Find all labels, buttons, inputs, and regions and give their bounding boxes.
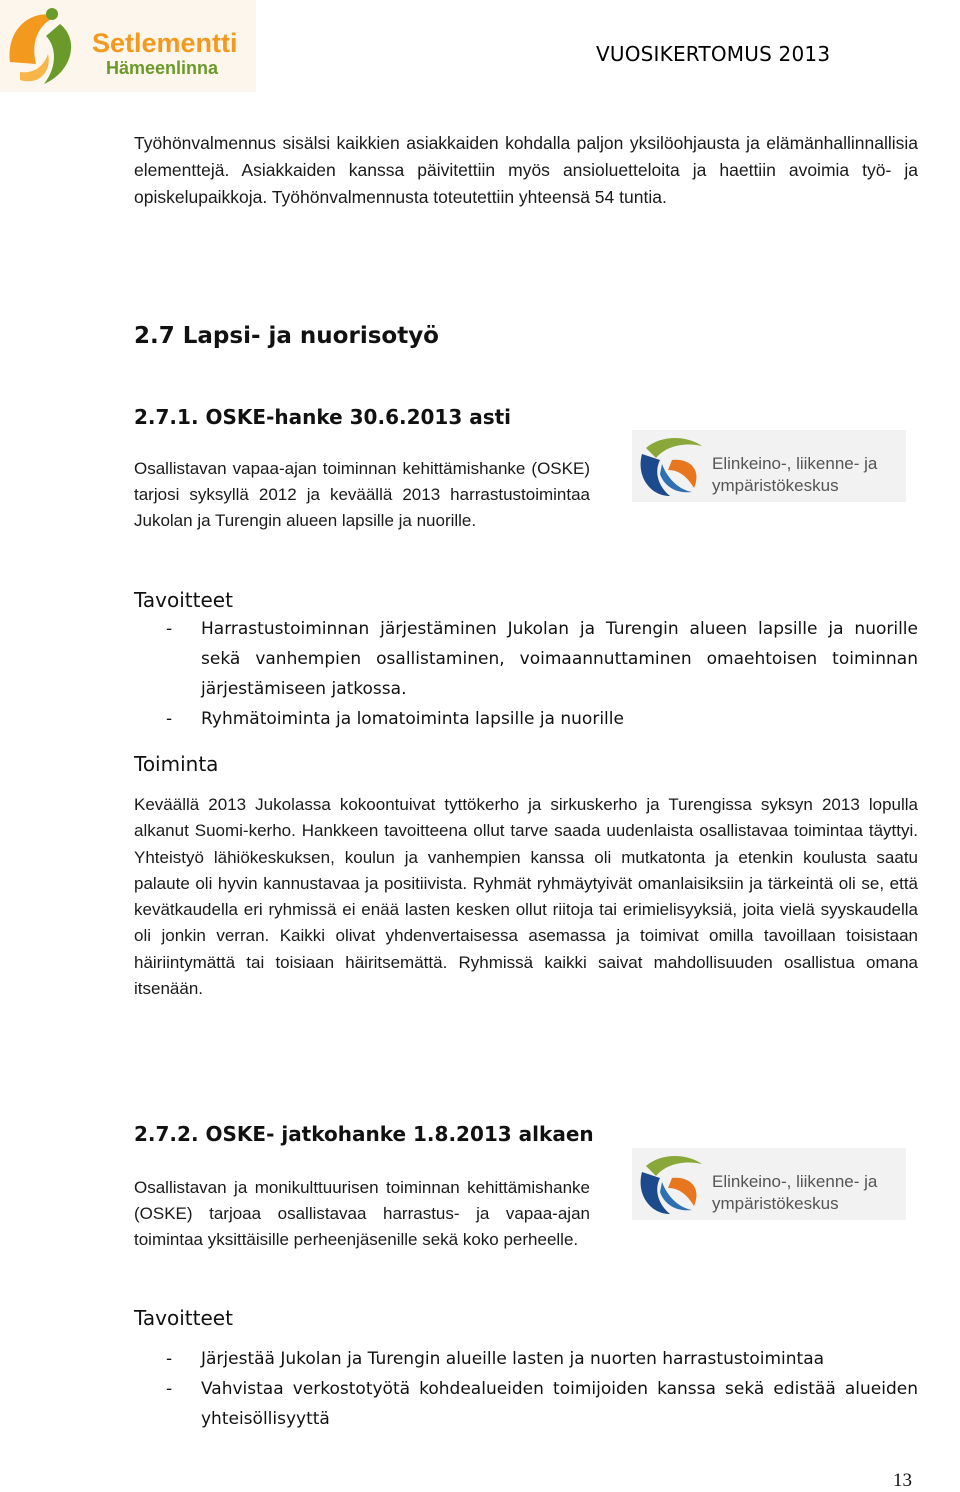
bullet-dash: - — [166, 1349, 173, 1369]
logo-text-setlementti: Setlementti — [92, 28, 238, 58]
goals-list-jatko — [134, 1344, 918, 1434]
goal-text: Harrastustoiminnan järjestäminen Jukolan ja Turengin alueen lapsille ja nuorille sekä vanhempien osallistaminen, voimaannuttaminen omaehtoisen toiminnan järjestämiseen jatkossa. — [201, 619, 918, 699]
goals-list — [134, 614, 918, 734]
goal-item — [134, 1344, 918, 1374]
activity-paragraph: Keväällä 2013 Jukolassa kokoontuivat tyttökerho ja sirkuskerho ja Turengissa syksyn 2013 lopulla alkanut Suomi-kerho. Hankkeen tavoitteena ollut tarve saada uudenlaista osallistavaa toimintaa täyttyi. Yhteistyö lähiökeskuksen, koulun ja vanhempien kanssa oli mutkatonta ja etenkin koulusta saatu palaute oli hyvin kannustavaa ja positiivista. Ryhmät ryhmäytyivät omanlaisiksiin ja tärkeintä oli se, että kevätkaudella eri ryhmissä ei enää lasten kesken ollut riitoja tai erimielisyyksiä, joita vielä syyskaudella oli jonkin verran. Kaikki olivat yhdenvertaisessa asemassa ja toimivat omilla tavoillaan toisistaan häiriintymättä tai toisiaan häiritsemättä. Ryhmissä kaikki saivat mahdollisuuden osallistua omana itsenään. — [134, 795, 918, 999]
goal-text: Vahvistaa verkostotyötä kohdealueiden toimijoiden kanssa sekä edistää alueiden yhteisöllisyyttä — [201, 1379, 918, 1429]
oske-jatko-description-block — [134, 1175, 590, 1253]
setlementti-logo — [0, 0, 256, 92]
ely-logo-line1: Elinkeino-, liikenne- ja — [712, 1172, 878, 1191]
oske-description-block — [134, 456, 590, 534]
goal-item — [134, 704, 918, 734]
page-number: 13 — [893, 1470, 912, 1491]
goal-item — [134, 614, 918, 704]
bullet-dash: - — [166, 709, 173, 729]
logo-text-hameenlinna: Hämeenlinna — [106, 58, 219, 78]
intro-paragraph: Työhönvalmennus sisälsi kaikkien asiakkaiden kohdalla paljon yksilöohjausta ja elämänhallinnallisia elementtejä. Asiakkaiden kanssa päivitettiin myös ansioluetteloita ja haettiin avoimia työ- ja opiskelupaikkoja. Työhönvalmennusta toteutettiin yhteensä 54 tuntia. — [134, 133, 918, 207]
goal-text: Järjestää Jukolan ja Turengin alueille lasten ja nuorten harrastustoimintaa — [201, 1349, 825, 1369]
goals-label-jatko: Tavoitteet — [134, 1306, 233, 1330]
activity-label: Toiminta — [134, 752, 219, 776]
ely-logo — [632, 430, 906, 502]
goal-text: Ryhmätoiminta ja lomatoiminta lapsille ja nuorille — [201, 709, 624, 729]
ely-logo — [632, 1148, 906, 1220]
subsection-heading-oske: 2.7.1. OSKE-hanke 30.6.2013 asti — [134, 405, 512, 429]
goal-item — [134, 1374, 918, 1434]
document-title: VUOSIKERTOMUS 2013 — [596, 42, 831, 66]
section-heading: 2.7 Lapsi- ja nuorisotyö — [134, 323, 439, 349]
bullet-dash: - — [166, 619, 173, 639]
ely-logo-line2: ympäristökeskus — [712, 1194, 839, 1213]
intro-section — [134, 130, 918, 211]
ely-logo-line1: Elinkeino-, liikenne- ja — [712, 454, 878, 473]
goals-label: Tavoitteet — [134, 588, 233, 612]
ely-logo-line2: ympäristökeskus — [712, 476, 839, 495]
oske-jatko-description: Osallistavan ja monikulttuurisen toiminnan kehittämishanke (OSKE) tarjoaa osallistavaa harrastus- ja vapaa-ajan toimintaa yksittäisille perheenjäsenille sekä koko perheelle. — [134, 1178, 590, 1249]
subsection-heading-oske-jatko: 2.7.2. OSKE- jatkohanke 1.8.2013 alkaen — [134, 1122, 594, 1146]
activity-section — [134, 792, 918, 1002]
bullet-dash: - — [166, 1379, 173, 1399]
oske-description: Osallistavan vapaa-ajan toiminnan kehittämishanke (OSKE) tarjosi syksyllä 2012 ja keväällä 2013 harrastustoimintaa Jukolan ja Turengin alueen lapsille ja nuorille. — [134, 459, 590, 530]
